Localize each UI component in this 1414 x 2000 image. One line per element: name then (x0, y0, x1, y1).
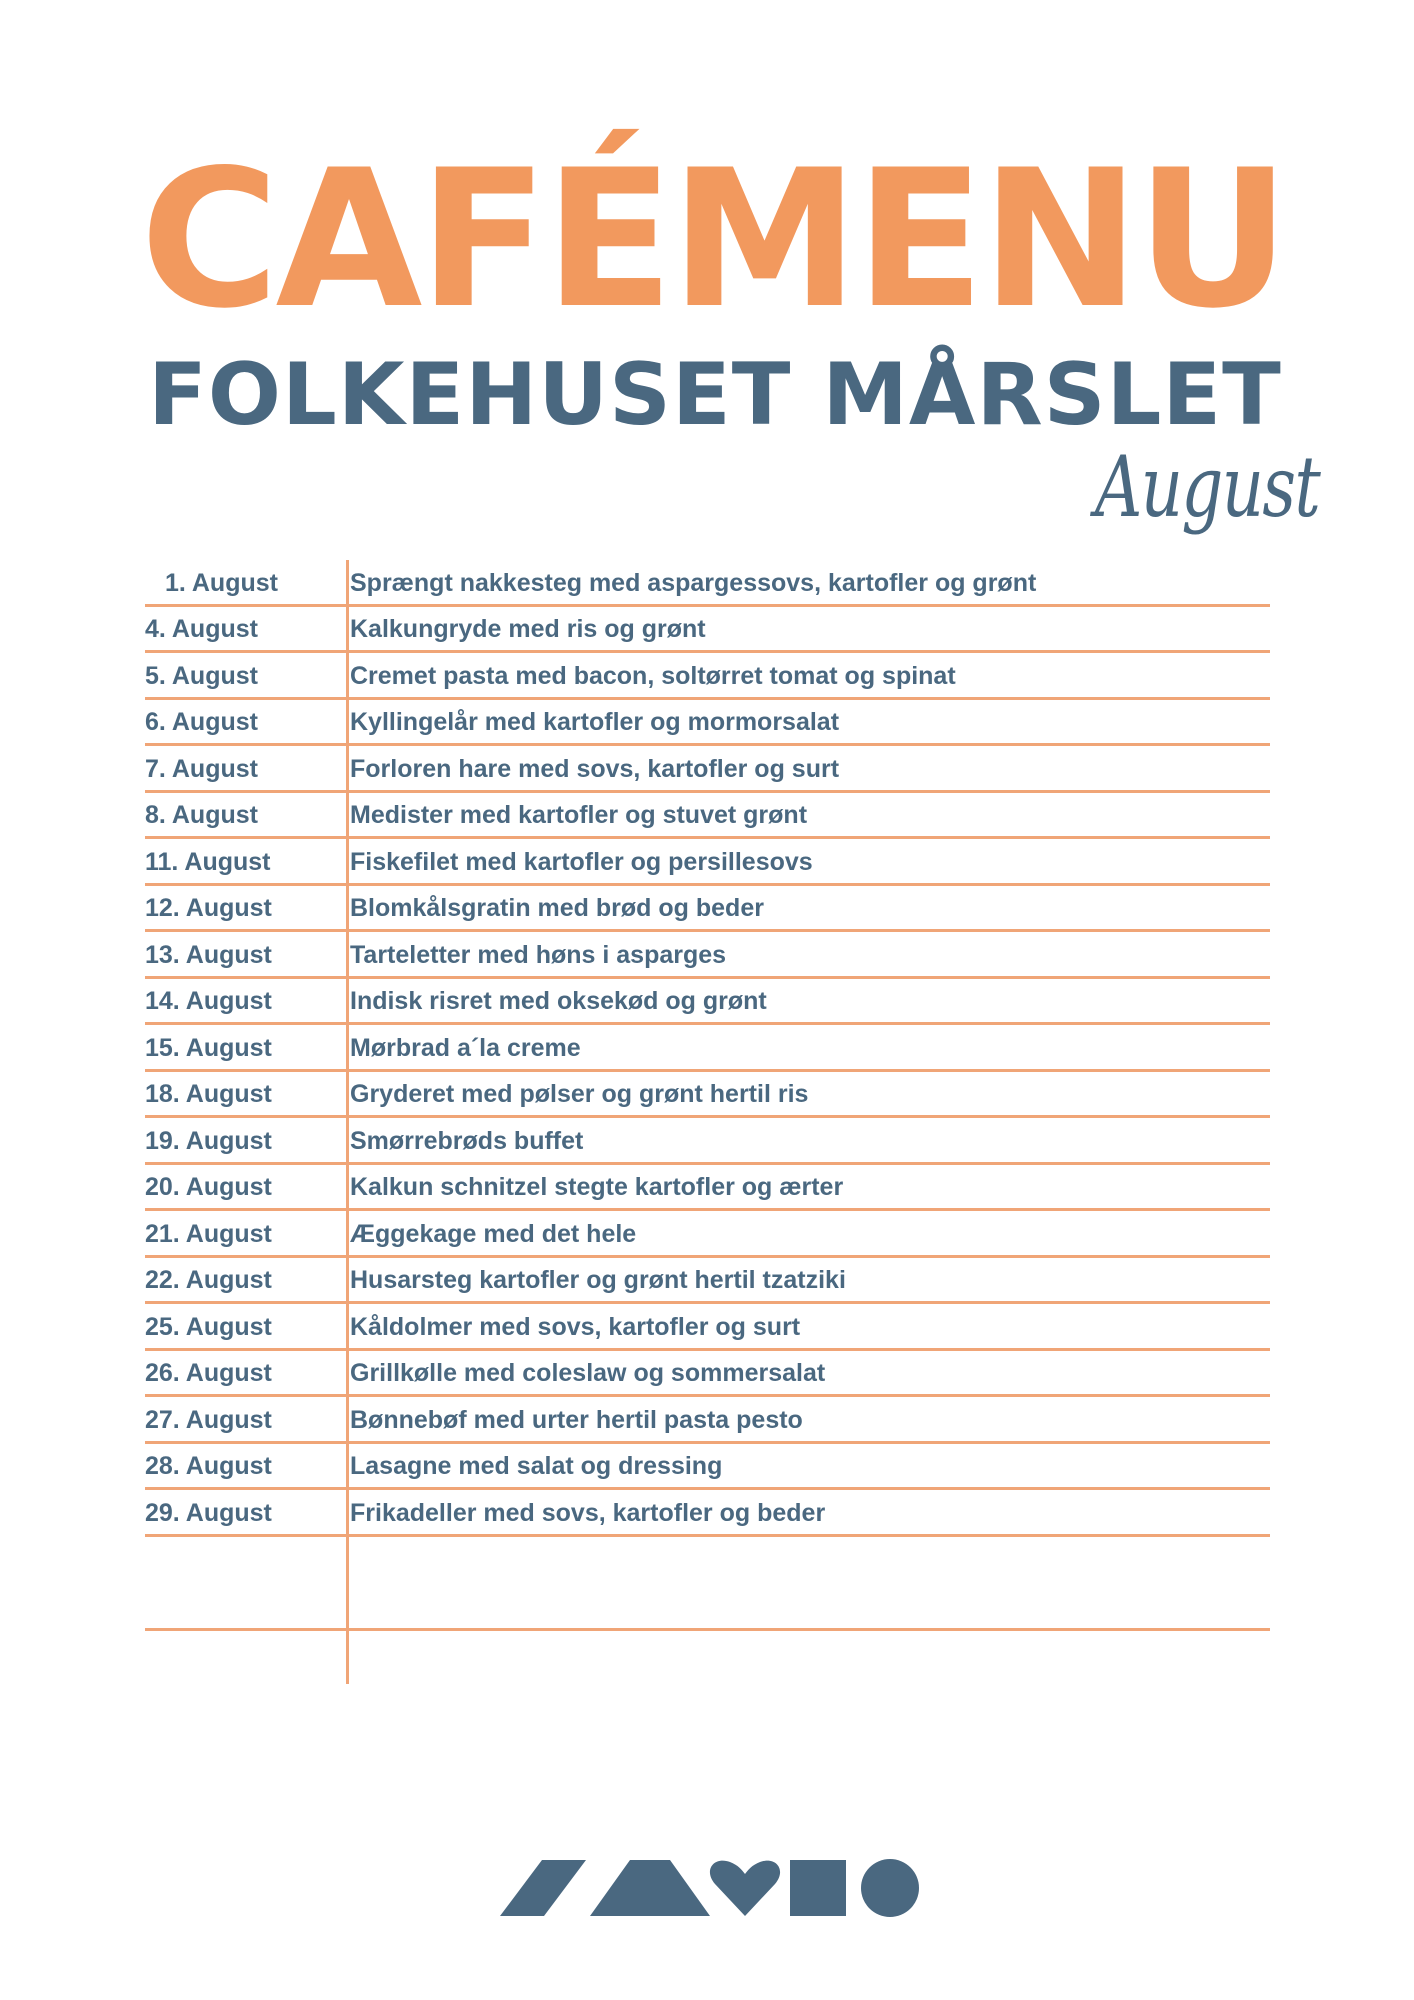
menu-row (145, 886, 1270, 933)
menu-row (145, 1025, 1270, 1072)
menu-date: 1. August (165, 568, 278, 597)
menu-dish: Bønnebøf med urter hertil pasta pesto (350, 1405, 803, 1434)
menu-row (145, 746, 1270, 793)
menu-row (145, 793, 1270, 840)
menu-dish: Cremet pasta med bacon, soltørret tomat og spinat (350, 661, 956, 690)
menu-dish: Husarsteg kartofler og grønt hertil tzatziki (350, 1266, 846, 1294)
menu-row (145, 1444, 1270, 1491)
menu-dish: Kyllingelår med kartofler og mormorsalat (350, 708, 840, 736)
menu-date: 20. August (145, 1173, 272, 1201)
menu-dish: Kåldolmer med sovs, kartofler og surt (350, 1312, 801, 1341)
menu-row (145, 607, 1270, 654)
heart-icon (710, 1861, 780, 1916)
menu-date: 8. August (145, 801, 258, 829)
menu-dish: Kalkungryde med ris og grønt (350, 615, 706, 643)
menu-dish: Indisk risret med oksekød og grønt (350, 987, 767, 1015)
menu-row (145, 1351, 1270, 1398)
menu-date: 19. August (145, 1126, 272, 1155)
menu-date: 27. August (145, 1405, 272, 1434)
square-icon (790, 1860, 846, 1916)
menu-dish: Frikadeller med sovs, kartofler og beder (350, 1498, 826, 1527)
triangle-icon (590, 1860, 710, 1916)
menu-date: 6. August (145, 708, 258, 736)
menu-row (145, 1258, 1270, 1305)
menu-dish: Smørrebrøds buffet (350, 1126, 584, 1155)
menu-row (145, 1304, 1270, 1351)
menu-dish: Æggekage med det hele (350, 1219, 637, 1248)
menu-dish: Forloren hare med sovs, kartofler og surt (350, 754, 840, 783)
menu-row (145, 1397, 1270, 1444)
menu-list (145, 560, 1270, 1631)
month-label: August (1095, 438, 1320, 536)
menu-dish: Medister med kartofler og stuvet grønt (350, 801, 808, 829)
menu-row (145, 932, 1270, 979)
menu-date: 21. August (145, 1219, 272, 1248)
menu-date: 5. August (145, 661, 258, 690)
menu-row (145, 839, 1270, 886)
menu-row (145, 1118, 1270, 1165)
empty-row (145, 1537, 1270, 1631)
menu-row (145, 653, 1270, 700)
menu-date: 7. August (145, 754, 258, 783)
menu-row (145, 1490, 1270, 1537)
parallelogram-icon (500, 1860, 586, 1916)
menu-dish: Blomkålsgratin med brød og beder (350, 894, 764, 922)
menu-dish: Tarteletter med høns i asparges (350, 940, 727, 969)
venue-name: FOLKEHUSET MÅRSLET (148, 345, 1282, 445)
menu-date: 29. August (145, 1498, 272, 1527)
menu-dish: Lasagne med salat og dressing (350, 1452, 723, 1480)
menu-date: 4. August (145, 615, 258, 643)
menu-dish: Grillkølle med coleslaw og sommersalat (350, 1359, 826, 1387)
menu-row (145, 979, 1270, 1026)
menu-date: 22. August (145, 1266, 272, 1294)
menu-dish: Gryderet med pølser og grønt hertil ris (350, 1080, 809, 1108)
menu-dish: Mørbrad a´la creme (350, 1033, 581, 1062)
menu-date: 26. August (145, 1359, 272, 1387)
menu-row (145, 1072, 1270, 1119)
menu-date: 11. August (145, 847, 271, 876)
menu-dish: Kalkun schnitzel stegte kartofler og ærter (350, 1173, 844, 1201)
menu-row (145, 1211, 1270, 1258)
menu-date: 15. August (145, 1033, 272, 1062)
menu-date: 18. August (145, 1080, 272, 1108)
menu-row (145, 560, 1270, 607)
menu-dish: Fiskefilet med kartofler og persillesovs (350, 847, 813, 876)
menu-date: 28. August (145, 1452, 272, 1480)
menu-date: 13. August (145, 940, 272, 969)
menu-date: 12. August (145, 894, 272, 922)
page-title: CAFÉMENU (140, 129, 1287, 350)
menu-date: 14. August (145, 987, 272, 1015)
logo (500, 1858, 920, 1918)
circle-icon (861, 1859, 919, 1917)
menu-row (145, 700, 1270, 747)
menu-date: 25. August (145, 1312, 272, 1341)
menu-row (145, 1165, 1270, 1212)
menu-dish: Sprængt nakkesteg med aspargessovs, kartofler og grønt (350, 568, 1037, 597)
